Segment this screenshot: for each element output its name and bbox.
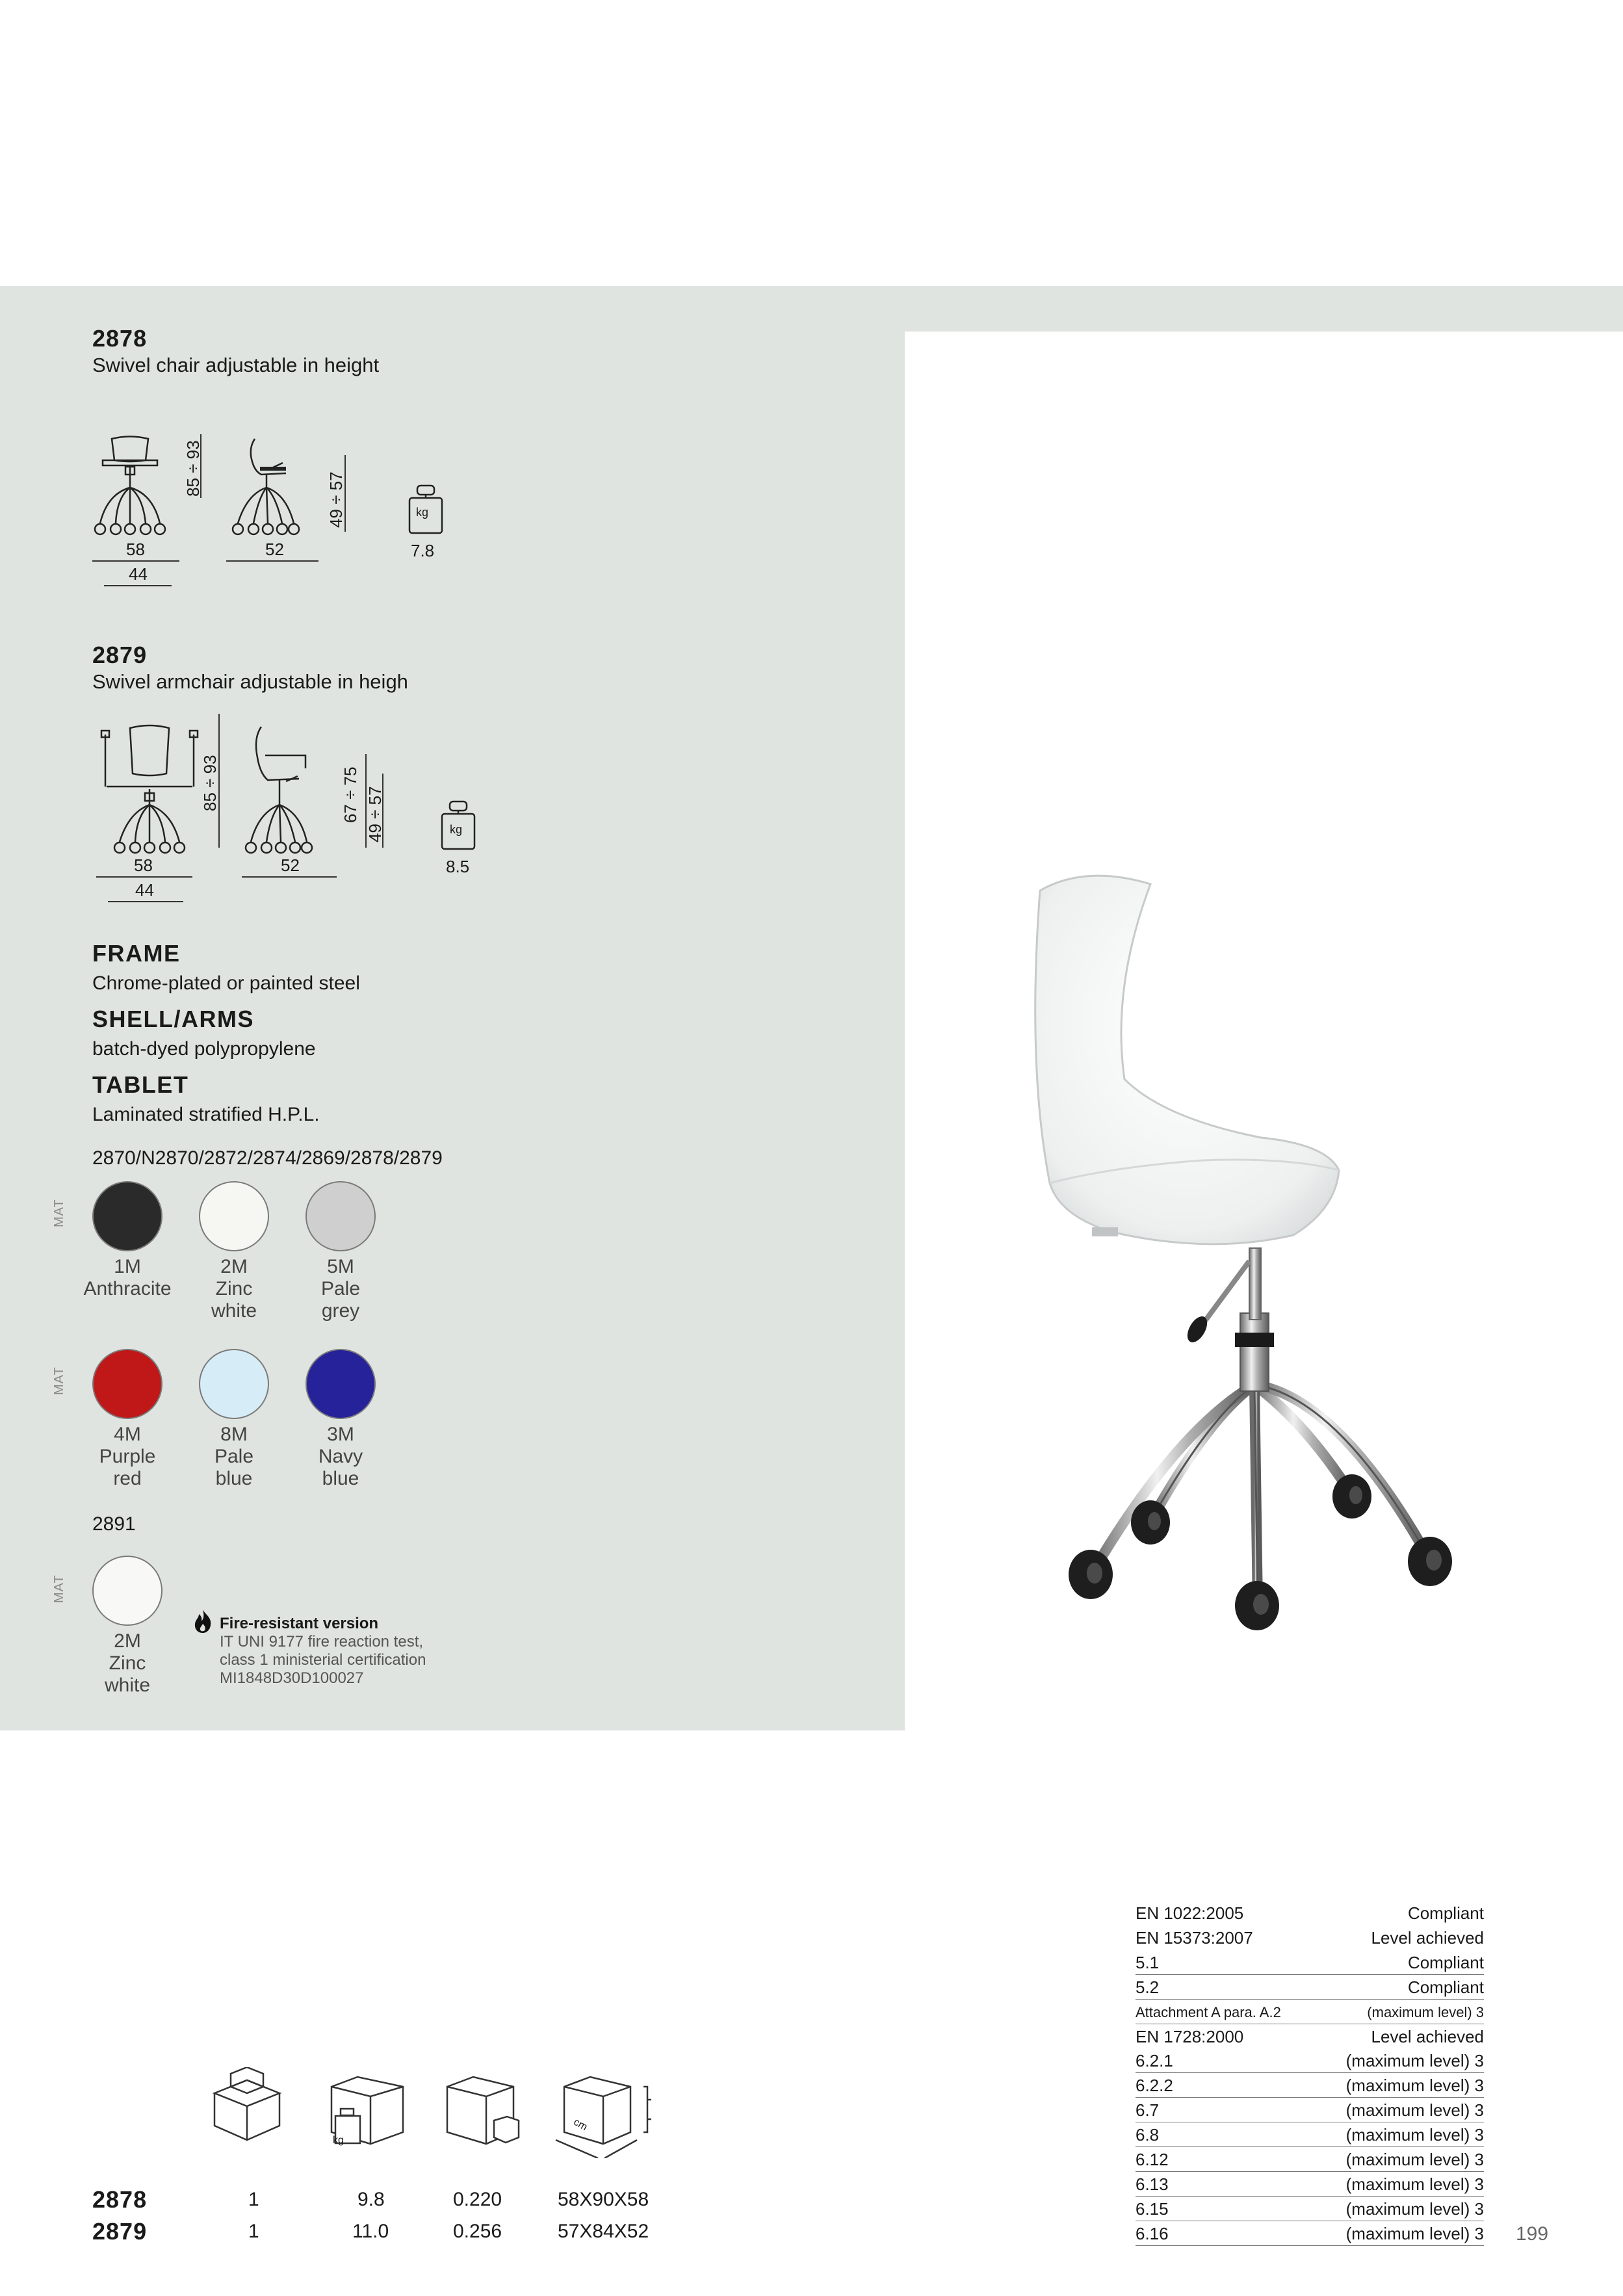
standard-value: (maximum level) 3 xyxy=(1345,2174,1484,2194)
mat-label: MAT xyxy=(52,1574,66,1603)
pack-weight: 11.0 xyxy=(352,2221,389,2242)
standard-value: Compliant xyxy=(1407,1952,1484,1972)
standard-label: Attachment A para. A.2 xyxy=(1136,2003,1281,2020)
product-code: 2878 xyxy=(92,325,148,352)
shell-heading: SHELL/ARMS xyxy=(92,1006,254,1032)
standard-label: 6.16 xyxy=(1136,2223,1169,2243)
standard-label: EN 15373:2007 xyxy=(1136,1927,1253,1948)
kg-icon-label: kg xyxy=(333,2135,344,2146)
fire-product-code: 2891 xyxy=(92,1513,136,1535)
weight-value: 8.5 xyxy=(446,857,470,876)
weight-icon-label: kg xyxy=(450,823,463,836)
standard-value: (maximum level) 3 xyxy=(1345,2198,1484,2219)
standard-label: 6.8 xyxy=(1136,2125,1160,2145)
standard-label: 5.1 xyxy=(1136,1952,1160,1972)
standard-value: (maximum level) 3 xyxy=(1345,2150,1484,2169)
weight-value: 7.8 xyxy=(411,541,435,560)
dim-line xyxy=(108,901,183,902)
finish-codes: 2870/N2870/2872/2874/2869/2878/2879 xyxy=(92,1147,443,1169)
standard-rule xyxy=(1136,2146,1484,2147)
fire-line: class 1 ministerial certification xyxy=(220,1651,426,1669)
swatch-fire-2m xyxy=(92,1556,162,1626)
mat-label: MAT xyxy=(52,1366,66,1395)
dim-seat-height: 49 ÷ 57 xyxy=(326,471,346,528)
dim-line xyxy=(242,876,337,878)
dim-height: 85 ÷ 93 xyxy=(183,440,203,497)
standard-value: Compliant xyxy=(1407,1903,1484,1923)
standard-label: 6.13 xyxy=(1136,2174,1169,2194)
pack-code: 2878 xyxy=(92,2186,148,2213)
dim-depth: 52 xyxy=(281,855,300,875)
standard-label: EN 1728:2000 xyxy=(1136,2026,1244,2046)
swatch-label: 3M Navy blue xyxy=(318,1424,363,1489)
dim-line xyxy=(104,585,172,586)
pack-volume: 0.220 xyxy=(453,2189,502,2210)
standard-value: Level achieved xyxy=(1371,2026,1484,2046)
pack-volume: 0.256 xyxy=(453,2221,502,2242)
dim-height: 85 ÷ 93 xyxy=(200,755,220,811)
swatch-label: 1M Anthracite xyxy=(83,1256,172,1299)
weight-icon-label: kg xyxy=(416,506,429,519)
dim-line xyxy=(92,560,179,562)
swatch-4m xyxy=(92,1349,162,1419)
dim-line xyxy=(226,560,318,562)
fire-line: IT UNI 9177 fire reaction test, xyxy=(220,1633,424,1650)
tablet-text: Laminated stratified H.P.L. xyxy=(92,1104,320,1125)
fire-line: MI1848D30D100027 xyxy=(220,1669,364,1687)
dim-depth-base: 44 xyxy=(135,880,154,900)
pack-code: 2879 xyxy=(92,2218,148,2245)
pack-size: 58X90X58 xyxy=(558,2189,649,2210)
standard-rule xyxy=(1136,2072,1484,2073)
product-name: Swivel chair adjustable in height xyxy=(92,354,380,376)
product-name: Swivel armchair adjustable in heigh xyxy=(92,670,408,693)
dim-line xyxy=(96,876,192,878)
chair-photo xyxy=(1014,871,1508,1690)
standard-value: Compliant xyxy=(1407,1977,1484,1997)
standard-rule xyxy=(1136,2196,1484,2197)
swatch-label: 2M Zinc white xyxy=(211,1256,257,1322)
standard-value: (maximum level) 3 xyxy=(1367,2003,1484,2020)
pack-weight: 9.8 xyxy=(357,2189,385,2210)
swatch-8m xyxy=(199,1349,269,1419)
swatch-2m xyxy=(199,1181,269,1251)
swatch-label: 2M Zinc white xyxy=(104,1630,151,1696)
standard-value: (maximum level) 3 xyxy=(1345,2051,1484,2071)
dim-depth: 52 xyxy=(265,540,284,559)
cm-icon-label: cm xyxy=(571,2116,590,2133)
pack-size: 57X84X52 xyxy=(558,2221,649,2242)
standard-value: (maximum level) 3 xyxy=(1345,2100,1484,2120)
product-code: 2879 xyxy=(92,642,148,668)
frame-text: Chrome-plated or painted steel xyxy=(92,972,360,994)
standard-label: 6.15 xyxy=(1136,2198,1169,2219)
standard-value: Level achieved xyxy=(1371,1927,1484,1948)
mat-label: MAT xyxy=(52,1199,66,1227)
pack-qty: 1 xyxy=(248,2189,259,2210)
frame-heading: FRAME xyxy=(92,940,181,967)
standard-label: 6.2.1 xyxy=(1136,2051,1173,2071)
standard-value: (maximum level) 3 xyxy=(1345,2125,1484,2145)
standard-label: 6.7 xyxy=(1136,2100,1160,2120)
swatch-label: 8M Pale blue xyxy=(214,1424,254,1489)
swatch-label: 4M Purple red xyxy=(99,1424,156,1489)
swatch-5m xyxy=(305,1181,376,1251)
shell-text: batch-dyed polypropylene xyxy=(92,1038,316,1060)
standard-value: (maximum level) 3 xyxy=(1345,2223,1484,2243)
packaging-icons xyxy=(208,2067,676,2158)
dim-width: 58 xyxy=(134,855,153,875)
swatch-1m xyxy=(92,1181,162,1251)
standard-rule xyxy=(1136,2245,1484,2246)
pack-qty: 1 xyxy=(248,2221,259,2242)
standard-label: 6.2.2 xyxy=(1136,2076,1173,2096)
standard-label: EN 1022:2005 xyxy=(1136,1903,1244,1923)
dim-depth-base: 44 xyxy=(129,564,148,584)
standard-rule xyxy=(1136,1999,1484,2000)
dim-seat-height: 49 ÷ 57 xyxy=(365,786,385,842)
dim-arm-height: 67 ÷ 75 xyxy=(341,766,360,823)
standard-rule xyxy=(1136,2171,1484,2172)
standard-value: (maximum level) 3 xyxy=(1345,2076,1484,2096)
standard-rule xyxy=(1136,2097,1484,2098)
swatch-label: 5M Pale grey xyxy=(320,1256,361,1322)
page-number: 199 xyxy=(1516,2223,1549,2245)
flame-icon xyxy=(190,1608,216,1634)
tablet-heading: TABLET xyxy=(92,1071,189,1098)
fire-title: Fire-resistant version xyxy=(220,1615,379,1632)
swatch-3m xyxy=(305,1349,376,1419)
standard-label: 6.12 xyxy=(1136,2150,1169,2169)
standard-label: 5.2 xyxy=(1136,1977,1160,1997)
dim-width: 58 xyxy=(126,540,145,559)
standard-rule xyxy=(1136,1974,1484,1975)
